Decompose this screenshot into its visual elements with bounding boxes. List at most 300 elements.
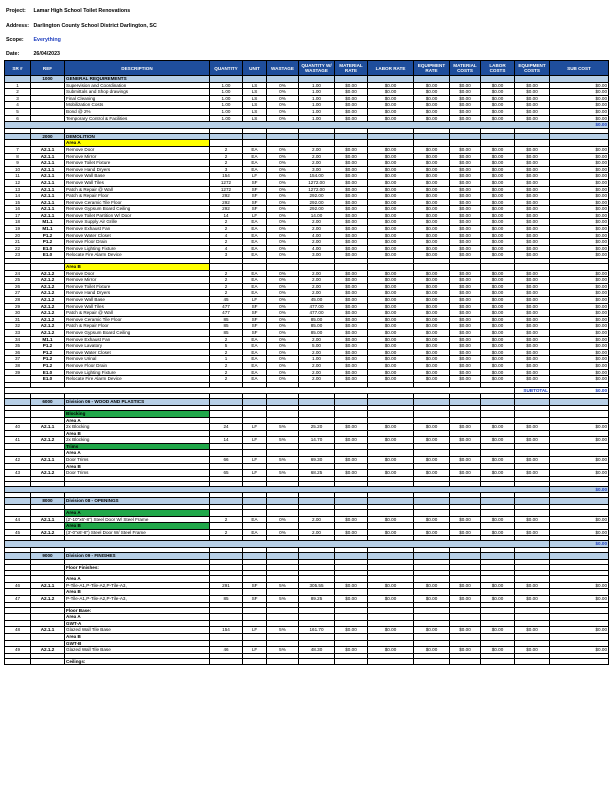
cell bbox=[267, 450, 299, 457]
material-rate-cell: $0.00 bbox=[335, 219, 368, 226]
cell bbox=[210, 133, 243, 140]
equipment-rate-cell: $0.00 bbox=[414, 310, 450, 317]
unit-cell: SF bbox=[243, 193, 267, 200]
labor-rate-cell: $0.00 bbox=[368, 115, 414, 122]
quantity-wastage-cell: 85.00 bbox=[299, 329, 335, 336]
sub-cost-cell: $0.00 bbox=[550, 206, 609, 213]
labor-rate-cell: $0.00 bbox=[368, 316, 414, 323]
quantity-cell: 2 bbox=[210, 362, 243, 369]
equipment-rate-cell: $0.00 bbox=[414, 356, 450, 363]
cell bbox=[515, 564, 550, 571]
cell bbox=[267, 564, 299, 571]
material-rate-cell: $0.00 bbox=[335, 212, 368, 219]
cell bbox=[481, 450, 515, 457]
column-header: LABOR COSTS bbox=[481, 61, 515, 76]
material-cost-cell: $0.00 bbox=[450, 160, 481, 167]
material-cost-cell: $0.00 bbox=[450, 303, 481, 310]
sub-cost-cell: $0.00 bbox=[550, 356, 609, 363]
quantity-wastage-cell: 2.00 bbox=[299, 226, 335, 233]
quantity-wastage-cell: 25.20 bbox=[299, 424, 335, 431]
labor-rate-cell: $0.00 bbox=[368, 647, 414, 654]
sr-cell: 31 bbox=[5, 316, 31, 323]
labor-cost-cell: $0.00 bbox=[481, 424, 515, 431]
unit-cell: EA bbox=[243, 356, 267, 363]
labor-cost-cell: $0.00 bbox=[481, 283, 515, 290]
cell bbox=[450, 607, 481, 614]
cell bbox=[335, 430, 368, 437]
column-header: MATERIAL RATE bbox=[335, 61, 368, 76]
material-rate-cell: $0.00 bbox=[335, 186, 368, 193]
equipment-rate-cell: $0.00 bbox=[414, 102, 450, 109]
material-cost-cell: $0.00 bbox=[450, 356, 481, 363]
cell bbox=[414, 450, 450, 457]
sr-cell: 44 bbox=[5, 516, 31, 523]
column-header: MATERIAL COSTS bbox=[450, 61, 481, 76]
cell bbox=[450, 498, 481, 505]
sub-cost-cell: $0.00 bbox=[550, 108, 609, 115]
labor-rate-cell: $0.00 bbox=[368, 336, 414, 343]
description-cell: Remove Hand Dryers bbox=[65, 166, 210, 173]
table-row bbox=[5, 376, 609, 383]
labor-rate-cell: $0.00 bbox=[368, 166, 414, 173]
cell bbox=[335, 450, 368, 457]
cell bbox=[450, 614, 481, 621]
description-cell: Remove Hand Dryers bbox=[65, 290, 210, 297]
area-label: GWT-B bbox=[65, 640, 210, 647]
cell bbox=[450, 443, 481, 450]
labor-rate-cell: $0.00 bbox=[368, 232, 414, 239]
labor-rate-cell: $0.00 bbox=[368, 219, 414, 226]
cell bbox=[550, 498, 609, 505]
section-code: 1000 bbox=[31, 76, 65, 83]
cell bbox=[210, 640, 243, 647]
sr-cell: 35 bbox=[5, 343, 31, 350]
material-cost-cell: $0.00 bbox=[450, 193, 481, 200]
ref-cell: A2.1.2 bbox=[31, 290, 65, 297]
equipment-rate-cell: $0.00 bbox=[414, 115, 450, 122]
quantity-wastage-cell: 14.00 bbox=[299, 212, 335, 219]
ref-cell: A2.1.1 bbox=[31, 179, 65, 186]
section-header-row bbox=[5, 133, 609, 140]
cell bbox=[243, 430, 267, 437]
cell bbox=[31, 510, 65, 517]
cell bbox=[5, 399, 31, 406]
equipment-cost-cell: $0.00 bbox=[515, 582, 550, 589]
cell bbox=[481, 498, 515, 505]
cell bbox=[210, 417, 243, 424]
equipment-rate-cell: $0.00 bbox=[414, 160, 450, 167]
description-cell: 2x Blocking bbox=[65, 424, 210, 431]
quantity-cell: 477 bbox=[210, 310, 243, 317]
quantity-wastage-cell: 85.00 bbox=[299, 316, 335, 323]
description-cell: P-Tile-A1,P-Tile-A2,P-Tile-A3, bbox=[65, 595, 210, 602]
equipment-rate-cell: $0.00 bbox=[414, 89, 450, 96]
cell bbox=[31, 564, 65, 571]
labor-rate-cell: $0.00 bbox=[368, 102, 414, 109]
equipment-rate-cell: $0.00 bbox=[414, 186, 450, 193]
unit-cell: EA bbox=[243, 516, 267, 523]
equipment-rate-cell: $0.00 bbox=[414, 470, 450, 477]
ref-cell: A2.1.2 bbox=[31, 329, 65, 336]
material-rate-cell: $0.00 bbox=[335, 199, 368, 206]
labor-rate-cell: $0.00 bbox=[368, 199, 414, 206]
description-cell: (2'-10"x6'-8") Steel Door W/ Steel Frame bbox=[65, 516, 210, 523]
wastage-cell: 0% bbox=[267, 95, 299, 102]
equipment-cost-cell: $0.00 bbox=[515, 270, 550, 277]
sub-cost-cell: $0.00 bbox=[550, 89, 609, 96]
area-label: Blocking bbox=[65, 410, 210, 417]
labor-rate-cell: $0.00 bbox=[368, 252, 414, 259]
wastage-cell: 0% bbox=[267, 323, 299, 330]
date-line bbox=[6, 51, 60, 57]
quantity-wastage-cell: 45.00 bbox=[299, 297, 335, 304]
area-label-row bbox=[5, 589, 609, 596]
quantity-cell: 2 bbox=[210, 290, 243, 297]
unit-cell: EA bbox=[243, 166, 267, 173]
quantity-wastage-cell: 477.00 bbox=[299, 303, 335, 310]
cell bbox=[243, 133, 267, 140]
cell bbox=[5, 614, 31, 621]
wastage-cell: 0% bbox=[267, 115, 299, 122]
cell bbox=[481, 399, 515, 406]
cell bbox=[5, 264, 31, 271]
table-row bbox=[5, 173, 609, 180]
equipment-cost-cell: $0.00 bbox=[515, 343, 550, 350]
description-cell: Remove Mirror bbox=[65, 153, 210, 160]
description-cell: Remove Lighting Fixture bbox=[65, 369, 210, 376]
table-row bbox=[5, 193, 609, 200]
cell bbox=[515, 463, 550, 470]
quantity-wastage-cell: 68.25 bbox=[299, 470, 335, 477]
cell bbox=[5, 417, 31, 424]
table-row bbox=[5, 329, 609, 336]
area-label-row bbox=[5, 463, 609, 470]
description-cell: Relocate Fire Alarm Device bbox=[65, 252, 210, 259]
wastage-cell: 0% bbox=[267, 270, 299, 277]
quantity-wastage-cell: 1.00 bbox=[299, 102, 335, 109]
cell bbox=[31, 640, 65, 647]
band-fill bbox=[5, 122, 550, 129]
ref-cell: A2.1.1 bbox=[31, 212, 65, 219]
wastage-cell: 0% bbox=[267, 146, 299, 153]
quantity-cell: 2 bbox=[210, 349, 243, 356]
labor-cost-cell: $0.00 bbox=[481, 582, 515, 589]
area-label: Area A bbox=[65, 140, 210, 147]
cell bbox=[267, 430, 299, 437]
labor-cost-cell: $0.00 bbox=[481, 239, 515, 246]
table-row bbox=[5, 89, 609, 96]
table-row bbox=[5, 336, 609, 343]
cell bbox=[210, 633, 243, 640]
labor-rate-cell: $0.00 bbox=[368, 310, 414, 317]
description-cell: Remove Floor Drain bbox=[65, 239, 210, 246]
area-label-row bbox=[5, 564, 609, 571]
equipment-cost-cell: $0.00 bbox=[515, 82, 550, 89]
cell bbox=[414, 553, 450, 560]
cell bbox=[414, 564, 450, 571]
ref-cell: A2.1.2 bbox=[31, 437, 65, 444]
unit-cell: SF bbox=[243, 329, 267, 336]
section-code: 8000 bbox=[31, 498, 65, 505]
cell bbox=[368, 450, 414, 457]
area-label-row bbox=[5, 620, 609, 627]
cell bbox=[299, 510, 335, 517]
cell bbox=[5, 463, 31, 470]
sr-cell bbox=[5, 376, 31, 383]
cell bbox=[368, 443, 414, 450]
material-cost-cell: $0.00 bbox=[450, 470, 481, 477]
labor-cost-cell: $0.00 bbox=[481, 290, 515, 297]
sr-cell: 42 bbox=[5, 457, 31, 464]
wastage-cell: 0% bbox=[267, 349, 299, 356]
labor-rate-cell: $0.00 bbox=[368, 303, 414, 310]
cell bbox=[515, 450, 550, 457]
cell bbox=[515, 589, 550, 596]
labor-cost-cell: $0.00 bbox=[481, 166, 515, 173]
cell bbox=[450, 523, 481, 530]
ref-cell: A2.1.1 bbox=[31, 627, 65, 634]
cell bbox=[267, 589, 299, 596]
material-cost-cell: $0.00 bbox=[450, 173, 481, 180]
equipment-rate-cell: $0.00 bbox=[414, 343, 450, 350]
material-cost-cell: $0.00 bbox=[450, 283, 481, 290]
table-row bbox=[5, 356, 609, 363]
unit-cell: SF bbox=[243, 303, 267, 310]
wastage-cell: 0% bbox=[267, 153, 299, 160]
equipment-cost-cell: $0.00 bbox=[515, 627, 550, 634]
cell bbox=[267, 640, 299, 647]
wastage-cell: 0% bbox=[267, 343, 299, 350]
labor-cost-cell: $0.00 bbox=[481, 369, 515, 376]
sr-cell: 41 bbox=[5, 437, 31, 444]
cell bbox=[481, 640, 515, 647]
equipment-rate-cell: $0.00 bbox=[414, 290, 450, 297]
material-rate-cell: $0.00 bbox=[335, 89, 368, 96]
material-cost-cell: $0.00 bbox=[450, 245, 481, 252]
cell bbox=[550, 140, 609, 147]
cell bbox=[368, 399, 414, 406]
cell bbox=[5, 133, 31, 140]
sub-cost-cell: $0.00 bbox=[550, 516, 609, 523]
quantity-wastage-cell: 1272.00 bbox=[299, 186, 335, 193]
section-header-row bbox=[5, 76, 609, 83]
table-row bbox=[5, 179, 609, 186]
area-label: Area A bbox=[65, 576, 210, 583]
cell bbox=[368, 589, 414, 596]
unit-cell: SF bbox=[243, 582, 267, 589]
material-rate-cell: $0.00 bbox=[335, 529, 368, 536]
sub-cost-cell: $0.00 bbox=[550, 323, 609, 330]
quantity-wastage-cell: 1.00 bbox=[299, 108, 335, 115]
labor-cost-cell: $0.00 bbox=[481, 186, 515, 193]
quantity-wastage-cell: 4.00 bbox=[299, 232, 335, 239]
quantity-cell: 292 bbox=[210, 199, 243, 206]
sub-cost-cell: $0.00 bbox=[550, 457, 609, 464]
ref-cell: P1.2 bbox=[31, 362, 65, 369]
sub-cost-cell: $0.00 bbox=[550, 252, 609, 259]
cell bbox=[210, 607, 243, 614]
material-rate-cell: $0.00 bbox=[335, 102, 368, 109]
cell bbox=[31, 589, 65, 596]
sub-cost-cell: $0.00 bbox=[550, 219, 609, 226]
cell bbox=[243, 607, 267, 614]
equipment-cost-cell: $0.00 bbox=[515, 199, 550, 206]
labor-cost-cell: $0.00 bbox=[481, 457, 515, 464]
equipment-cost-cell: $0.00 bbox=[515, 437, 550, 444]
material-cost-cell: $0.00 bbox=[450, 290, 481, 297]
cell bbox=[243, 140, 267, 147]
section-code: 6000 bbox=[31, 399, 65, 406]
cell bbox=[450, 553, 481, 560]
cell bbox=[450, 133, 481, 140]
quantity-cell: 3 bbox=[210, 166, 243, 173]
equipment-cost-cell: $0.00 bbox=[515, 219, 550, 226]
wastage-cell: 5% bbox=[267, 595, 299, 602]
table-row bbox=[5, 108, 609, 115]
equipment-rate-cell: $0.00 bbox=[414, 219, 450, 226]
material-cost-cell: $0.00 bbox=[450, 297, 481, 304]
sub-cost-cell: $0.00 bbox=[550, 199, 609, 206]
labor-cost-cell: $0.00 bbox=[481, 516, 515, 523]
cell bbox=[414, 76, 450, 83]
quantity-wastage-cell: 3.00 bbox=[299, 166, 335, 173]
cell bbox=[299, 463, 335, 470]
cell bbox=[243, 450, 267, 457]
section-total-row bbox=[5, 122, 609, 129]
cell bbox=[267, 76, 299, 83]
cell bbox=[515, 614, 550, 621]
equipment-cost-cell: $0.00 bbox=[515, 115, 550, 122]
cell bbox=[450, 658, 481, 665]
cell bbox=[481, 76, 515, 83]
equipment-rate-cell: $0.00 bbox=[414, 277, 450, 284]
sub-cost-cell: $0.00 bbox=[550, 329, 609, 336]
quantity-cell: 46 bbox=[210, 647, 243, 654]
labor-cost-cell: $0.00 bbox=[481, 206, 515, 213]
material-rate-cell: $0.00 bbox=[335, 179, 368, 186]
area-label-row bbox=[5, 576, 609, 583]
cell bbox=[550, 658, 609, 665]
wastage-cell: 0% bbox=[267, 362, 299, 369]
equipment-cost-cell: $0.00 bbox=[515, 376, 550, 383]
equipment-rate-cell: $0.00 bbox=[414, 166, 450, 173]
cell bbox=[31, 264, 65, 271]
cell bbox=[368, 76, 414, 83]
material-cost-cell: $0.00 bbox=[450, 206, 481, 213]
unit-cell: LS bbox=[243, 108, 267, 115]
section-total-row bbox=[5, 541, 609, 548]
unit-cell: EA bbox=[243, 349, 267, 356]
material-rate-cell: $0.00 bbox=[335, 270, 368, 277]
labor-cost-cell: $0.00 bbox=[481, 329, 515, 336]
quantity-wastage-cell: 2.00 bbox=[299, 529, 335, 536]
cell bbox=[31, 410, 65, 417]
quantity-cell: 292 bbox=[210, 206, 243, 213]
cell bbox=[243, 640, 267, 647]
table-row bbox=[5, 297, 609, 304]
cell bbox=[550, 443, 609, 450]
labor-cost-cell: $0.00 bbox=[481, 627, 515, 634]
wastage-cell: 0% bbox=[267, 219, 299, 226]
wastage-cell: 0% bbox=[267, 297, 299, 304]
sr-cell: 18 bbox=[5, 219, 31, 226]
cell bbox=[267, 498, 299, 505]
equipment-cost-cell: $0.00 bbox=[515, 595, 550, 602]
table-row bbox=[5, 516, 609, 523]
material-rate-cell: $0.00 bbox=[335, 336, 368, 343]
equipment-rate-cell: $0.00 bbox=[414, 647, 450, 654]
material-rate-cell: $0.00 bbox=[335, 173, 368, 180]
description-cell: Remove Ceramic Tile Floor bbox=[65, 199, 210, 206]
cell bbox=[481, 430, 515, 437]
cell bbox=[550, 410, 609, 417]
cell bbox=[5, 564, 31, 571]
material-rate-cell: $0.00 bbox=[335, 323, 368, 330]
material-cost-cell: $0.00 bbox=[450, 310, 481, 317]
quantity-cell: 85 bbox=[210, 323, 243, 330]
sr-cell: 8 bbox=[5, 153, 31, 160]
equipment-cost-cell: $0.00 bbox=[515, 516, 550, 523]
quantity-cell: 292 bbox=[210, 193, 243, 200]
cell bbox=[267, 620, 299, 627]
sub-cost-cell: $0.00 bbox=[550, 303, 609, 310]
area-label-row bbox=[5, 640, 609, 647]
section-header-row bbox=[5, 553, 609, 560]
equipment-cost-cell: $0.00 bbox=[515, 102, 550, 109]
cell bbox=[267, 133, 299, 140]
table-row bbox=[5, 470, 609, 477]
wastage-cell: 0% bbox=[267, 316, 299, 323]
table-row bbox=[5, 270, 609, 277]
quantity-wastage-cell: 305.55 bbox=[299, 582, 335, 589]
cell bbox=[267, 399, 299, 406]
labor-rate-cell: $0.00 bbox=[368, 582, 414, 589]
quantity-cell: 1272 bbox=[210, 179, 243, 186]
cell bbox=[368, 564, 414, 571]
quantity-cell: 1.00 bbox=[210, 82, 243, 89]
labor-cost-cell: $0.00 bbox=[481, 160, 515, 167]
sub-cost-cell: $0.00 bbox=[550, 316, 609, 323]
wastage-cell: 5% bbox=[267, 437, 299, 444]
unit-cell: EA bbox=[243, 283, 267, 290]
description-cell: Remove Door bbox=[65, 270, 210, 277]
cell bbox=[450, 430, 481, 437]
quantity-wastage-cell: 1272.00 bbox=[299, 179, 335, 186]
cell bbox=[267, 140, 299, 147]
section-title: Division 08 - OPENINGS bbox=[65, 498, 210, 505]
material-rate-cell: $0.00 bbox=[335, 108, 368, 115]
quantity-cell: 1.00 bbox=[210, 95, 243, 102]
quantity-cell: 1.00 bbox=[210, 115, 243, 122]
material-rate-cell: $0.00 bbox=[335, 277, 368, 284]
sr-cell: 39 bbox=[5, 369, 31, 376]
sr-cell: 46 bbox=[5, 582, 31, 589]
cell bbox=[515, 576, 550, 583]
cell bbox=[550, 399, 609, 406]
cell bbox=[299, 264, 335, 271]
labor-cost-cell: $0.00 bbox=[481, 108, 515, 115]
address-line bbox=[6, 23, 157, 29]
equipment-rate-cell: $0.00 bbox=[414, 349, 450, 356]
wastage-cell: 0% bbox=[267, 226, 299, 233]
cell bbox=[243, 576, 267, 583]
scope-value: Everything bbox=[33, 37, 61, 43]
sr-cell: 32 bbox=[5, 323, 31, 330]
ref-cell: A2.1.1 bbox=[31, 160, 65, 167]
cell bbox=[243, 589, 267, 596]
section-title: Division 06 - WOOD AND PLASTICS bbox=[65, 399, 210, 406]
table-row bbox=[5, 316, 609, 323]
